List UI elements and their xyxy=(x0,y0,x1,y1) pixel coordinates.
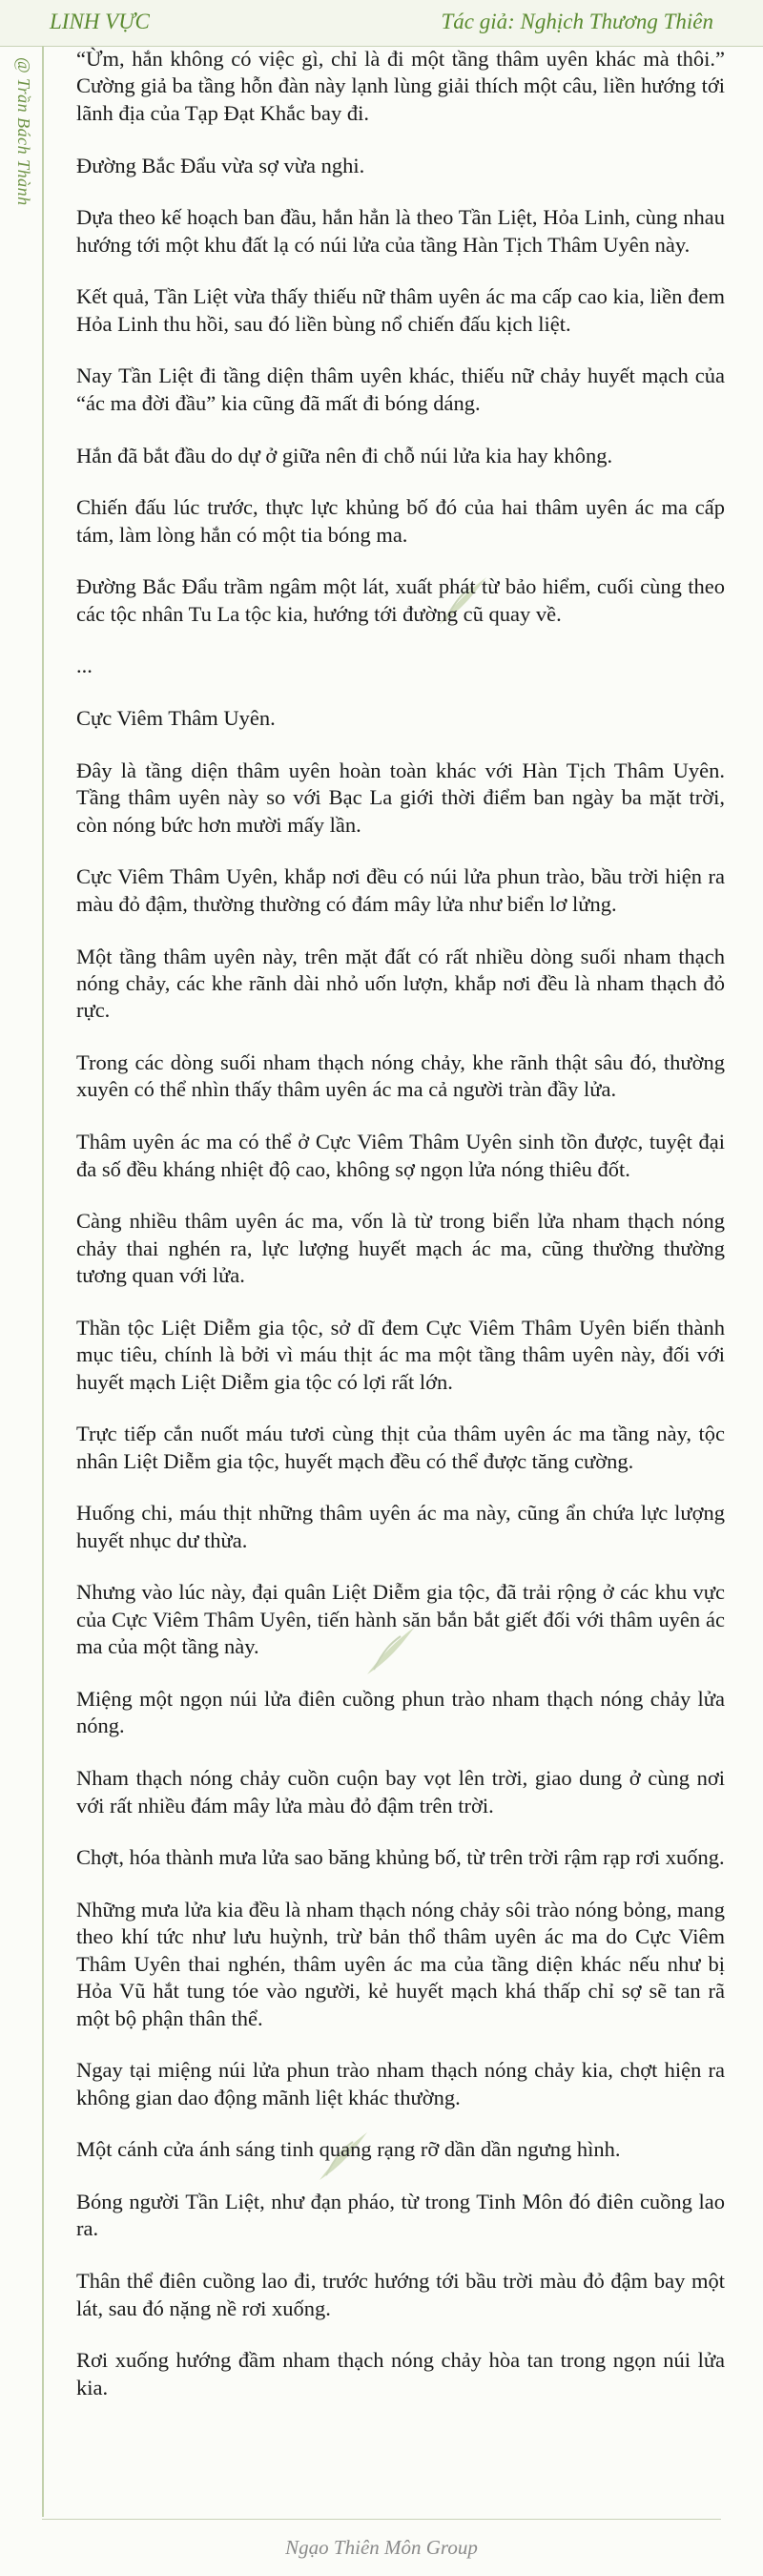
paragraph: Càng nhiều thâm uyên ác ma, vốn là từ trong biển lửa nham thạch nóng chảy thai nghén ra, lực lượng huyết mạch ác ma, cũng thường thường tương quan với lửa. xyxy=(76,1209,725,1288)
paragraph: Cực Viêm Thâm Uyên. xyxy=(76,706,276,731)
paragraph: Nhưng vào lúc này, đại quân Liệt Diễm gia tộc, đã trải rộng ở các khu vực của Cực Viêm Thâm Uyên, tiến hành săn bắn bắt giết đối với thâm uyên ác ma của một tầng này. xyxy=(76,1580,725,1659)
paragraph: Nham thạch nóng chảy cuồn cuộn bay vọt lên trời, giao dung ở cùng nơi với rất nhiều đám mây lửa màu đỏ đậm trên trời. xyxy=(76,1766,725,1818)
paragraph: Hắn đã bắt đầu do dự ở giữa nên đi chỗ núi lửa kia hay không. xyxy=(76,443,613,467)
paragraph: Thần tộc Liệt Diễm gia tộc, sở dĩ đem Cực Viêm Thâm Uyên biến thành mục tiêu, chính là bởi vì máu thịt ác ma một tầng thâm uyên này, đối với huyết mạch Liệt Diễm gia tộc có lợi rất lớn. xyxy=(76,1315,725,1394)
paragraph: Đây là tầng diện thâm uyên hoàn toàn khác với Hàn Tịch Thâm Uyên. Tầng thâm uyên này so với Bạc La giới thời điểm ban ngày ba mặt trời, còn nóng bức hơn mười mấy lần. xyxy=(76,758,725,837)
paragraph: Trong các dòng suối nham thạch nóng chảy, khe rãnh thật sâu đó, thường xuyên có thể nhìn thấy thâm uyên ác ma cả người tràn đầy lửa. xyxy=(76,1050,725,1102)
paragraph: Chiến đấu lúc trước, thực lực khủng bố đó của hai thâm uyên ác ma cấp tám, làm lòng hắn có một tia bóng ma. xyxy=(76,495,725,547)
paragraph: Đường Bắc Đẩu trầm ngâm một lát, xuất phát từ bảo hiểm, cuối cùng theo các tộc nhân Tu La tộc kia, hướng tới đường cũ quay về. xyxy=(76,574,725,626)
paragraph: Thân thể điên cuồng lao đi, trước hướng tới bầu trời màu đỏ đậm bay một lát, sau đó nặng nề rơi xuống. xyxy=(76,2269,725,2320)
chapter-text xyxy=(76,46,725,2426)
side-divider xyxy=(42,46,44,2517)
paragraph: Đường Bắc Đẩu vừa sợ vừa nghi. xyxy=(76,153,365,177)
side-credit: @ Trần Bách Thành xyxy=(14,57,33,206)
paragraph: Huống chi, máu thịt những thâm uyên ác ma này, cũng ẩn chứa lực lượng huyết nhục dư thừa. xyxy=(76,1501,725,1552)
paragraph: Một tầng thâm uyên này, trên mặt đất có rất nhiều dòng suối nham thạch nóng chảy, các khe rãnh dài nhỏ uốn lượn, khắp nơi đều là nham thạch đỏ rực. xyxy=(76,944,725,1023)
paragraph: Rơi xuống hướng đầm nham thạch nóng chảy hòa tan trong ngọn núi lửa kia. xyxy=(76,2348,725,2399)
paragraph: Kết quả, Tần Liệt vừa thấy thiếu nữ thâm uyên ác ma cấp cao kia, liền đem Hỏa Linh thu hồi, sau đó liền bùng nổ chiến đấu kịch liệt. xyxy=(76,284,725,336)
paragraph: Miệng một ngọn núi lửa điên cuồng phun trào nham thạch nóng chảy lửa nóng. xyxy=(76,1687,725,1738)
page-header xyxy=(0,0,763,47)
paragraph: Dựa theo kế hoạch ban đầu, hắn hẳn là theo Tần Liệt, Hỏa Linh, cùng nhau hướng tới một khu đất lạ có núi lửa của tầng Hàn Tịch Thâm Uyên này. xyxy=(76,205,725,257)
page-footer xyxy=(0,2519,763,2576)
paragraph: Trực tiếp cắn nuốt máu tươi cùng thịt của thâm uyên ác ma tầng này, tộc nhân Liệt Diễm gia tộc, huyết mạch đều có thể được tăng cường. xyxy=(76,1422,725,1473)
paragraph: Ngay tại miệng núi lửa phun trào nham thạch nóng chảy kia, chợt hiện ra không gian dao động mãnh liệt khác thường. xyxy=(76,2058,725,2109)
section-title: LINH VỰC xyxy=(50,10,150,33)
group-credit: Ngạo Thiên Môn Group xyxy=(285,2536,478,2559)
paragraph: Thâm uyên ác ma có thể ở Cực Viêm Thâm Uyên sinh tồn được, tuyệt đại đa số đều kháng nhiệt độ cao, không sợ ngọn lửa nóng thiêu đốt. xyxy=(76,1130,725,1181)
paragraph: Cực Viêm Thâm Uyên, khắp nơi đều có núi lửa phun trào, bầu trời hiện ra màu đỏ đậm, thường thường có đám mây lửa như biển lơ lửng. xyxy=(76,864,725,916)
paragraph: “Ừm, hắn không có việc gì, chỉ là đi một tầng thâm uyên khác mà thôi.” Cường giả ba tầng hỗn đàn này lạnh lùng giải thích một câu, liền hướng tới lãnh địa của Tạp Đạt Khắc bay đi. xyxy=(76,47,725,125)
paragraph: Những mưa lửa kia đều là nham thạch nóng chảy sôi trào nóng bỏng, mang theo khí tức như lưu huỳnh, trừ bản thổ thâm uyên ác ma do Cực Viêm Thâm Uyên thai nghén, thâm uyên ác ma của tầng diện khác nếu như bị Hỏa Vũ hắt tung tóe vào người, kẻ huyết mạch khá thấp chỉ sợ sẽ tan rã một bộ phận thân thể. xyxy=(76,1897,725,2030)
author-label: Tác giả: Nghịch Thương Thiên xyxy=(441,10,713,33)
paragraph: Chợt, hóa thành mưa lửa sao băng khủng bố, từ trên trời rậm rạp rơi xuống. xyxy=(76,1845,725,1870)
paragraph: Một cánh cửa ánh sáng tinh quang rạng rỡ dần dần ngưng hình. xyxy=(76,2137,621,2162)
paragraph: Nay Tần Liệt đi tầng diện thâm uyên khác, thiếu nữ chảy huyết mạch của “ác ma đời đầu” kia cũng đã mất đi bóng dáng. xyxy=(76,364,725,415)
paragraph: Bóng người Tần Liệt, như đạn pháo, từ trong Tinh Môn đó điên cuồng lao ra. xyxy=(76,2190,725,2241)
paragraph: ... xyxy=(76,654,93,678)
footer-divider xyxy=(42,2519,721,2520)
